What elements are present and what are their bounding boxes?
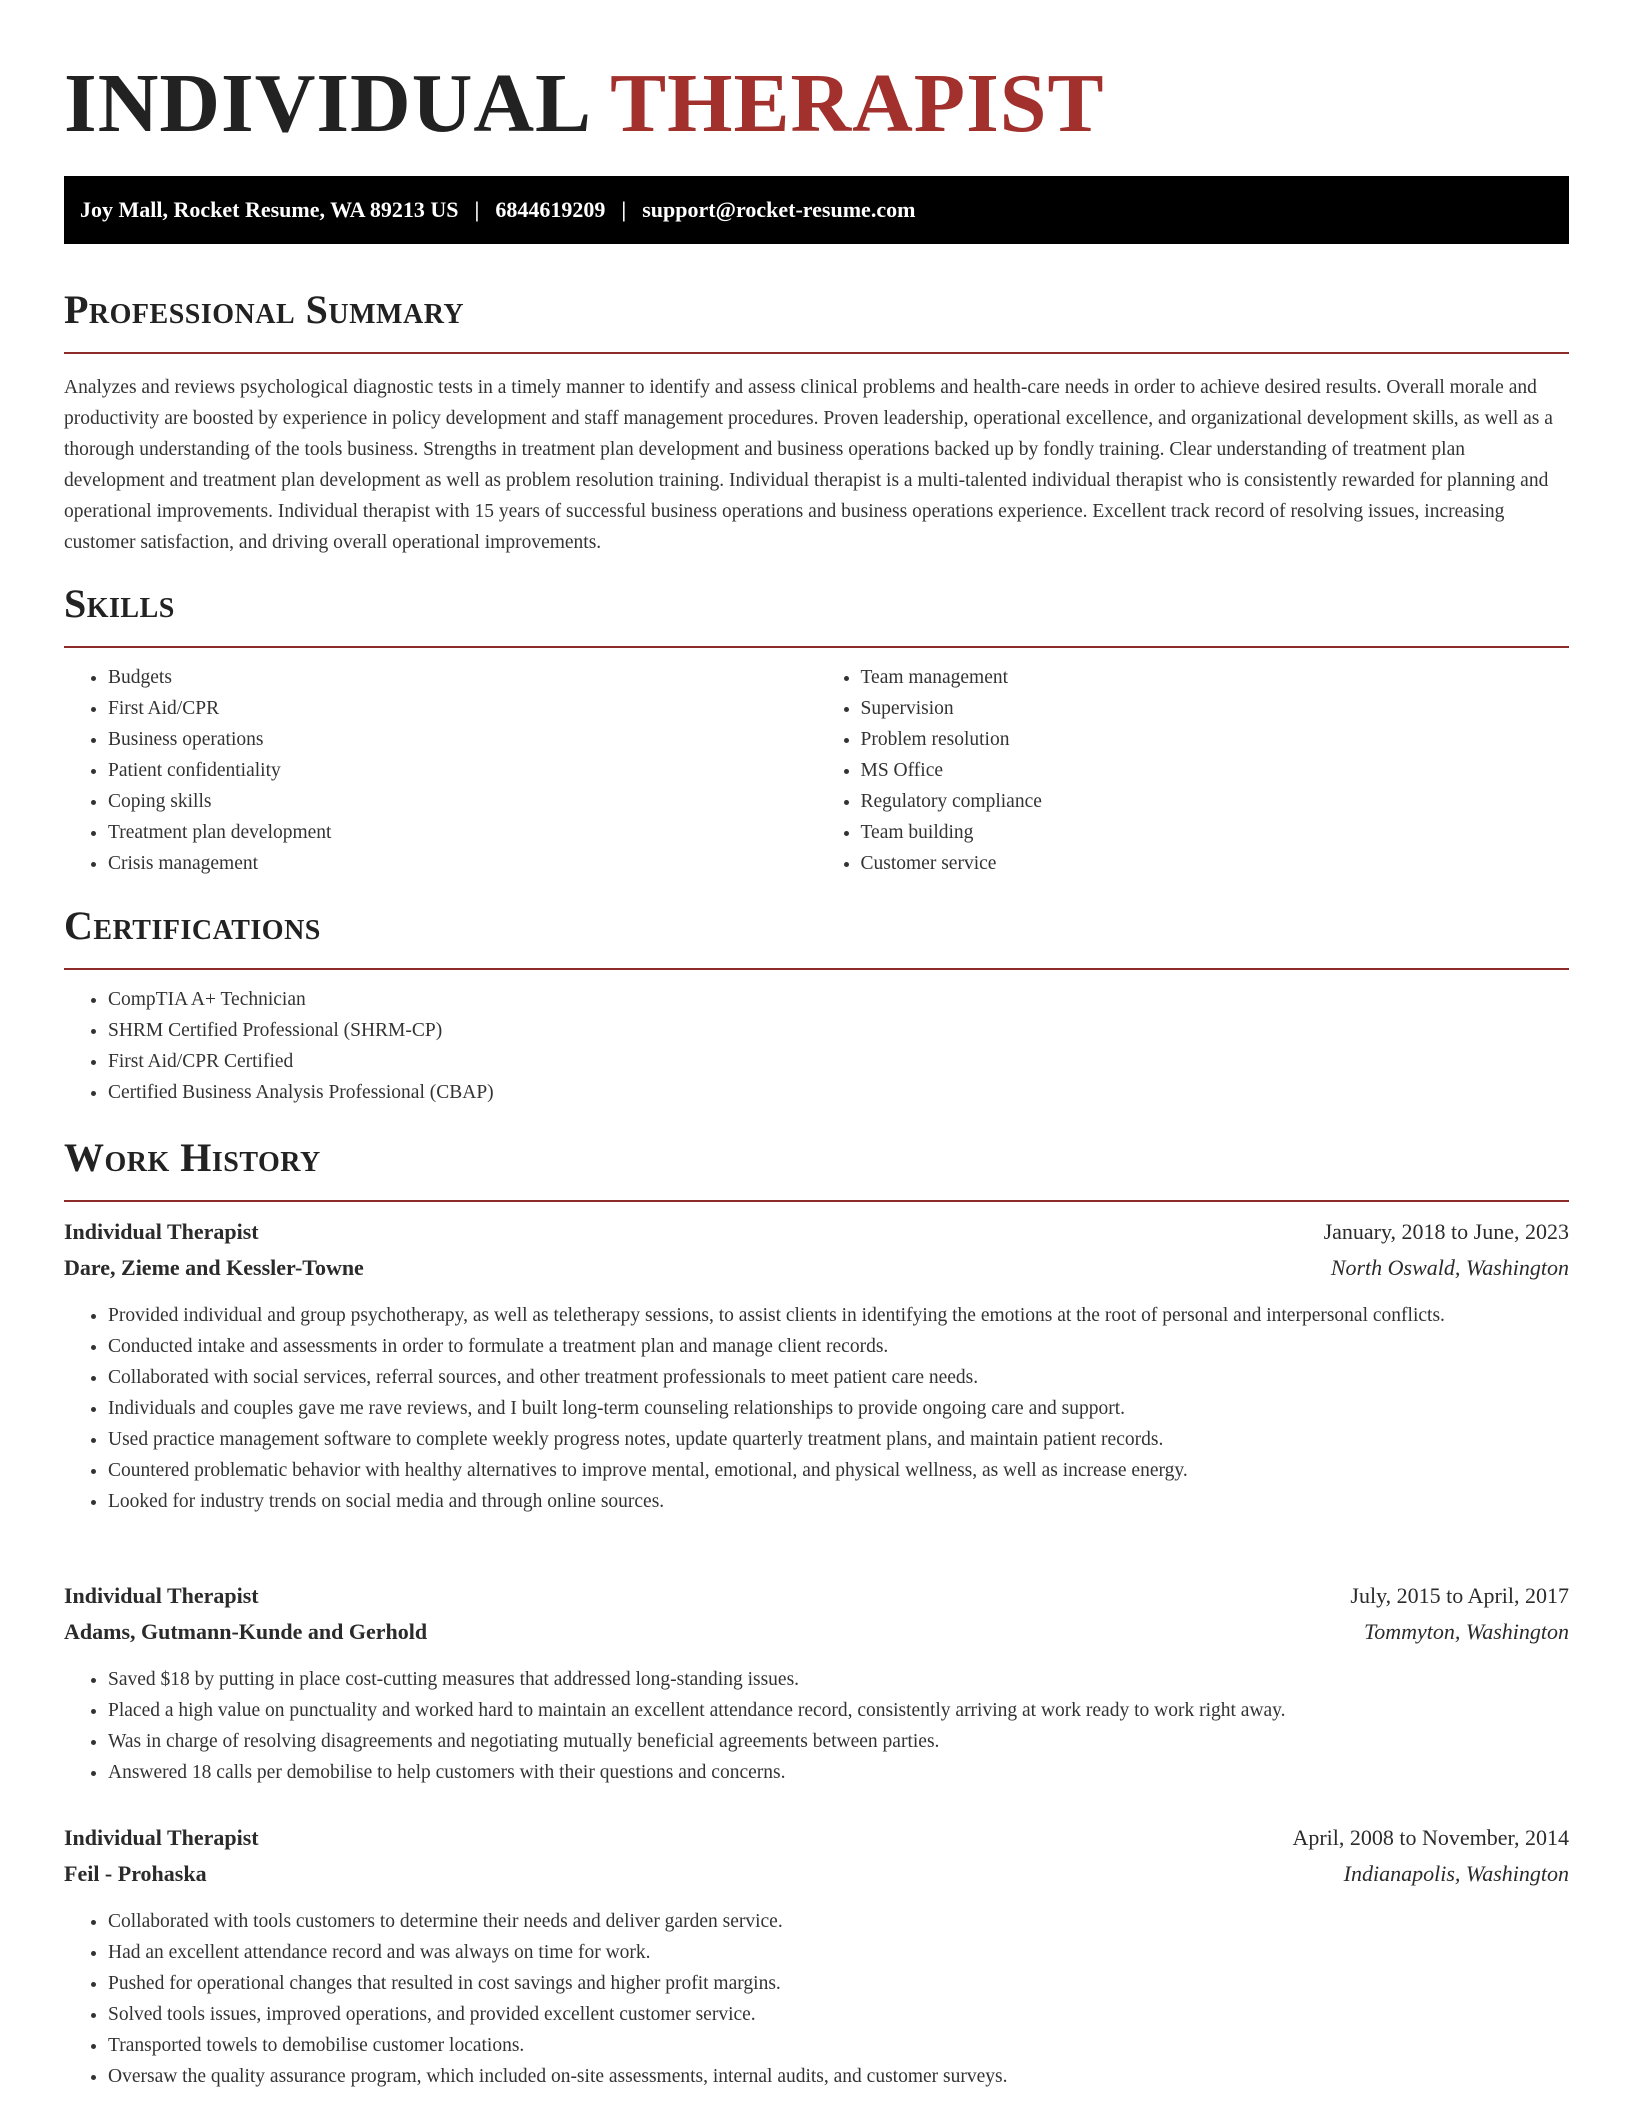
job-bullet: • Answered 18 calls per demobilise to help customers with their questions and concerns. xyxy=(108,1757,1569,1788)
job-entry xyxy=(64,1578,1569,1788)
skill-item: • Team management xyxy=(861,662,1570,693)
skill-item: • Regulatory compliance xyxy=(861,786,1570,817)
contact-bar xyxy=(64,176,1569,244)
job-bullets xyxy=(64,1300,1569,1517)
job-bullet: • Oversaw the quality assurance program, which included on-site assessments, internal audits, and customer surveys. xyxy=(108,2061,1569,2092)
job-subheader xyxy=(64,1250,1569,1286)
skill-item: • Budgets xyxy=(108,662,817,693)
contact-separator: | xyxy=(474,197,480,222)
section-divider xyxy=(64,646,1569,648)
job-title: Individual Therapist xyxy=(64,1583,259,1608)
resume-name xyxy=(64,56,1105,152)
skill-item: • Supervision xyxy=(861,693,1570,724)
job-subheader xyxy=(64,1856,1569,1892)
skill-item: • Problem resolution xyxy=(861,724,1570,755)
job-bullet: • Saved $18 by putting in place cost-cutting measures that addressed long-standing issues. xyxy=(108,1664,1569,1695)
section-divider xyxy=(64,968,1569,970)
certification-item: • First Aid/CPR Certified xyxy=(108,1046,1569,1077)
certifications-section xyxy=(64,898,1569,1108)
contact-phone: 6844619209 xyxy=(495,197,606,222)
skill-item: • Coping skills xyxy=(108,786,817,817)
job-bullets xyxy=(64,1664,1569,1788)
contact-separator: | xyxy=(621,197,627,222)
job-bullet: • Solved tools issues, improved operations, and provided excellent customer service. xyxy=(108,1999,1569,2030)
job-company: Feil - Prohaska xyxy=(64,1861,207,1886)
name-first: INDIVIDUAL xyxy=(64,57,593,150)
job-title: Individual Therapist xyxy=(64,1219,259,1244)
certification-item: • Certified Business Analysis Professional (CBAP) xyxy=(108,1077,1569,1108)
job-header xyxy=(64,1820,1569,1856)
job-bullet: • Used practice management software to complete weekly progress notes, update quarterly treatment plans, and maintain patient records. xyxy=(108,1424,1569,1455)
job-bullets xyxy=(64,1906,1569,2092)
section-title: Professional Summary xyxy=(64,287,465,332)
skill-item: • MS Office xyxy=(861,755,1570,786)
summary-section xyxy=(64,282,1569,558)
section-divider xyxy=(64,352,1569,354)
job-bullet: • Conducted intake and assessments in order to formulate a treatment plan and manage client records. xyxy=(108,1331,1569,1362)
skill-item: • First Aid/CPR xyxy=(108,693,817,724)
skill-item: • Team building xyxy=(861,817,1570,848)
skills-list-left xyxy=(64,662,817,879)
certification-item: • CompTIA A+ Technician xyxy=(108,984,1569,1015)
job-bullet: • Looked for industry trends on social media and through online sources. xyxy=(108,1486,1569,1517)
contact-email: support@rocket-resume.com xyxy=(642,197,916,222)
section-title: Certifications xyxy=(64,903,321,948)
skill-item: • Patient confidentiality xyxy=(108,755,817,786)
skill-item: • Treatment plan development xyxy=(108,817,817,848)
job-bullet: • Had an excellent attendance record and was always on time for work. xyxy=(108,1937,1569,1968)
job-entry xyxy=(64,1820,1569,2092)
skills-list-right xyxy=(817,662,1570,879)
job-bullet: • Was in charge of resolving disagreements and negotiating mutually beneficial agreements between parties. xyxy=(108,1726,1569,1757)
skills-section xyxy=(64,576,1569,879)
skill-item: • Crisis management xyxy=(108,848,817,879)
job-subheader xyxy=(64,1614,1569,1650)
job-header xyxy=(64,1214,1569,1250)
summary-text: Analyzes and reviews psychological diagnostic tests in a timely manner to identify and assess clinical problems and health-care needs in order to achieve desired results. Overall morale and productivity are boosted by experience in policy development and staff management procedures. Proven leadership, operational excellence, and organizational development skills, as well as a thorough understanding of the tools business. Strengths in treatment plan development and business operations backed up by fondly training. Clear understanding of treatment plan development and treatment plan development as well as problem resolution training. Individual therapist is a multi-talented individual therapist who is consistently rewarded for planning and operational improvements. Individual therapist with 15 years of successful business operations and business operations experience. Excellent track record of resolving issues, increasing customer satisfaction, and driving overall operational improvements. xyxy=(64,377,1553,553)
job-company: Dare, Zieme and Kessler-Towne xyxy=(64,1255,364,1280)
job-title: Individual Therapist xyxy=(64,1825,259,1850)
job-entry xyxy=(64,1214,1569,1517)
section-divider xyxy=(64,1200,1569,1202)
skills-columns xyxy=(64,662,1569,879)
job-bullet: • Provided individual and group psychotherapy, as well as teletherapy sessions, to assist clients in identifying the emotions at the root of personal and interpersonal conflicts. xyxy=(108,1300,1569,1331)
certifications-list xyxy=(64,984,1569,1108)
job-dates: July, 2015 to April, 2017 xyxy=(1350,1583,1569,1608)
job-header xyxy=(64,1578,1569,1614)
skill-item: • Customer service xyxy=(861,848,1570,879)
section-title: Work History xyxy=(64,1135,321,1180)
skill-item: • Business operations xyxy=(108,724,817,755)
job-bullet: • Collaborated with tools customers to determine their needs and deliver garden service. xyxy=(108,1906,1569,1937)
job-bullet: • Placed a high value on punctuality and worked hard to maintain an excellent attendance record, consistently arriving at work ready to work right away. xyxy=(108,1695,1569,1726)
job-bullet: • Transported towels to demobilise customer locations. xyxy=(108,2030,1569,2061)
job-location: Tommyton, Washington xyxy=(1364,1619,1569,1644)
job-bullet: • Collaborated with social services, referral sources, and other treatment professionals to meet patient care needs. xyxy=(108,1362,1569,1393)
name-last: THERAPIST xyxy=(610,57,1105,150)
job-bullet: • Pushed for operational changes that resulted in cost savings and higher profit margins. xyxy=(108,1968,1569,1999)
section-title: Skills xyxy=(64,581,175,626)
job-company: Adams, Gutmann-Kunde and Gerhold xyxy=(64,1619,428,1644)
work-history-section xyxy=(64,1130,1569,1202)
contact-address: Joy Mall, Rocket Resume, WA 89213 US xyxy=(80,197,459,222)
job-dates: January, 2018 to June, 2023 xyxy=(1323,1219,1569,1244)
job-bullet: • Individuals and couples gave me rave reviews, and I built long-term counseling relationships to provide ongoing care and support. xyxy=(108,1393,1569,1424)
job-dates: April, 2008 to November, 2014 xyxy=(1292,1825,1569,1850)
job-location: Indianapolis, Washington xyxy=(1343,1861,1569,1886)
job-bullet: • Countered problematic behavior with healthy alternatives to improve mental, emotional, and physical wellness, as well as increase energy. xyxy=(108,1455,1569,1486)
job-location: North Oswald, Washington xyxy=(1330,1255,1569,1280)
certification-item: • SHRM Certified Professional (SHRM-CP) xyxy=(108,1015,1569,1046)
